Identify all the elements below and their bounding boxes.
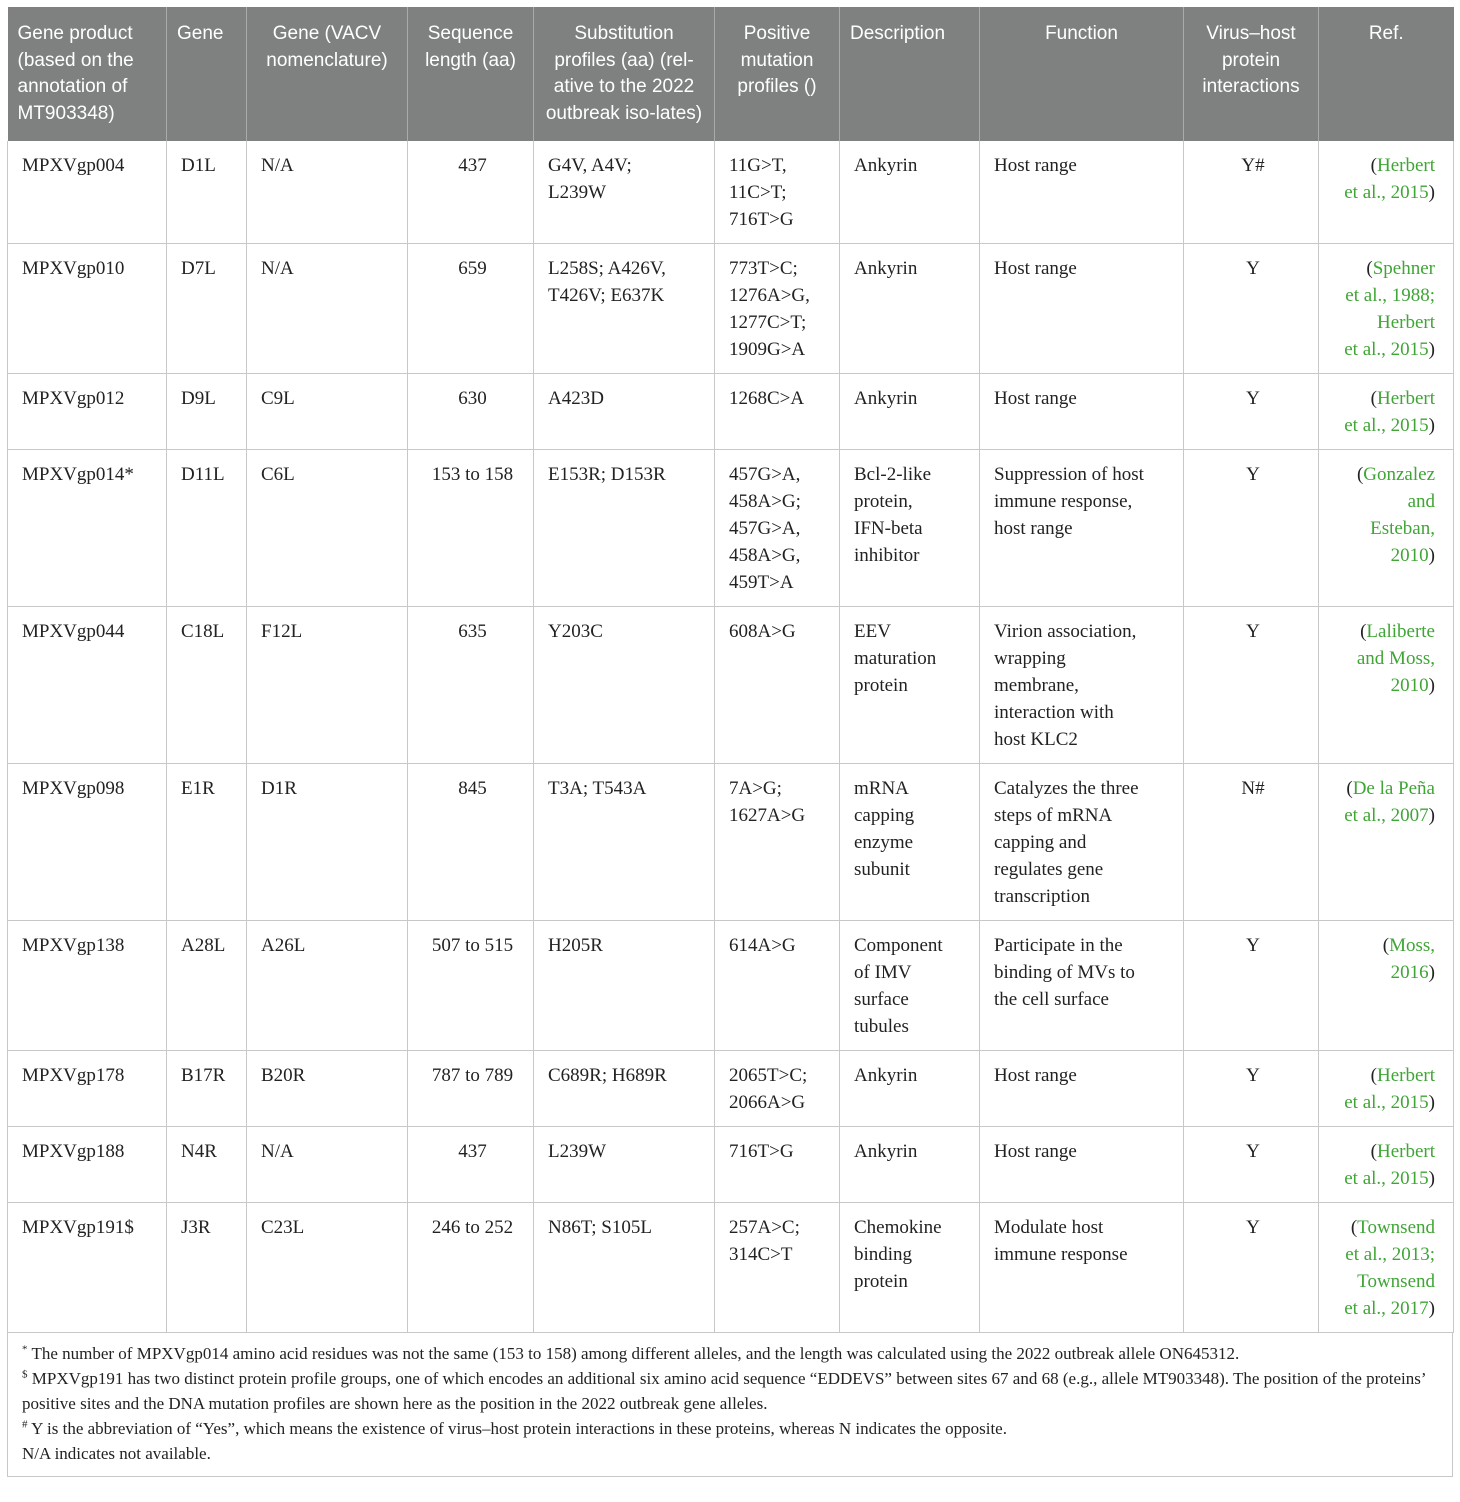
ref-line [1333, 1268, 1435, 1295]
ref-link[interactable]: et al., 2015 [1344, 415, 1429, 436]
ref-line [1333, 645, 1435, 672]
substitution-cell-line: E153R; D153R [548, 464, 666, 485]
substitution-cell-line: T426V; E637K [548, 285, 665, 306]
function-cell-line: Modulate host [994, 1217, 1104, 1238]
header-vacv: Gene (VACV nomenclature) [247, 7, 408, 141]
mutation-cell-line: 1276A>G, [729, 285, 810, 306]
vacv-cell: N/A [247, 141, 408, 244]
substitution-cell [534, 607, 715, 764]
substitution-cell-line: A423D [548, 388, 604, 409]
interaction-cell: Y [1184, 450, 1319, 607]
table-row [8, 921, 1454, 1051]
description-cell-line: capping [854, 805, 915, 826]
description-cell-line: Ankyrin [854, 388, 918, 409]
sequence-length-cell: 246 to 252 [408, 1203, 534, 1333]
footnote-mark: $ [22, 1368, 28, 1381]
mutation-cell-line: 2065T>C; [729, 1065, 808, 1086]
gene-cell: A28L [167, 921, 247, 1051]
ref-line [1333, 152, 1435, 179]
gene-product-cell: MPXVgp098 [8, 764, 167, 921]
function-cell-line: Host range [994, 1141, 1077, 1162]
ref-line [1333, 542, 1435, 569]
vacv-cell: B20R [247, 1051, 408, 1127]
ref-line [1333, 1089, 1435, 1116]
description-cell-line: of IMV [854, 962, 912, 983]
substitution-cell-line: H205R [548, 935, 603, 956]
sequence-length-cell: 153 to 158 [408, 450, 534, 607]
table-header [8, 7, 1454, 141]
function-cell [980, 141, 1184, 244]
ref-link[interactable]: Moss, [1389, 935, 1435, 956]
ref-link[interactable]: 2010 [1390, 545, 1429, 566]
ref-line [1333, 775, 1435, 802]
ref-open-paren: ( [1370, 155, 1377, 176]
description-cell-line: Ankyrin [854, 155, 918, 176]
ref-link[interactable]: 2016 [1390, 962, 1429, 983]
function-cell-line: regulates gene [994, 859, 1104, 880]
sequence-length-cell: 437 [408, 141, 534, 244]
ref-link[interactable]: Herbert [1376, 1065, 1435, 1086]
mutation-cell [715, 1127, 840, 1203]
ref-close-paren: ) [1428, 545, 1435, 566]
gene-product-cell: MPXVgp138 [8, 921, 167, 1051]
table-footnotes [7, 1333, 1453, 1477]
ref-cell [1319, 141, 1454, 244]
substitution-cell [534, 141, 715, 244]
gene-product-cell: MPXVgp014* [8, 450, 167, 607]
interaction-cell: Y [1184, 1127, 1319, 1203]
gene-product-cell: MPXVgp004 [8, 141, 167, 244]
mutation-cell [715, 450, 840, 607]
ref-link[interactable]: Herbert [1376, 1141, 1435, 1162]
header-gene: Gene [167, 7, 247, 141]
function-cell-line: Suppression of host [994, 464, 1144, 485]
ref-line [1333, 959, 1435, 986]
description-cell [840, 450, 980, 607]
table-row [8, 244, 1454, 374]
interaction-cell: N# [1184, 764, 1319, 921]
function-cell-line: host range [994, 518, 1073, 539]
ref-link[interactable]: et al., 1988; [1345, 285, 1435, 306]
ref-close-paren: ) [1428, 415, 1435, 436]
substitution-cell-line: L239W [548, 1141, 607, 1162]
function-cell-line: the cell surface [994, 989, 1109, 1010]
function-cell-line: Participate in the [994, 935, 1123, 956]
gene-product-cell: MPXVgp188 [8, 1127, 167, 1203]
vacv-cell: C23L [247, 1203, 408, 1333]
vacv-cell: A26L [247, 921, 408, 1051]
description-cell-line: EEV [854, 621, 891, 642]
sequence-length-cell: 630 [408, 374, 534, 450]
ref-link[interactable]: Herbert [1376, 388, 1435, 409]
description-cell-line: inhibitor [854, 545, 920, 566]
header-sequence-length: Sequence length (aa) [408, 7, 534, 141]
footnote [22, 1366, 1438, 1416]
substitution-cell [534, 1051, 715, 1127]
vacv-cell: C9L [247, 374, 408, 450]
ref-line [1333, 1138, 1435, 1165]
description-cell [840, 607, 980, 764]
ref-link[interactable]: 2010 [1390, 675, 1429, 696]
interaction-cell: Y [1184, 374, 1319, 450]
mutation-cell-line: 7A>G; [729, 778, 782, 799]
table-row [8, 1127, 1454, 1203]
mutation-cell-line: 1909G>A [729, 339, 806, 360]
table-body [8, 141, 1454, 1333]
function-cell-line: wrapping [994, 648, 1066, 669]
gene-cell: J3R [167, 1203, 247, 1333]
interaction-cell: Y# [1184, 141, 1319, 244]
gene-cell: B17R [167, 1051, 247, 1127]
function-cell-line: immune response, [994, 491, 1133, 512]
function-cell [980, 1051, 1184, 1127]
function-cell-line: interaction with [994, 702, 1114, 723]
description-cell-line: enzyme [854, 832, 914, 853]
ref-line [1333, 618, 1435, 645]
footnote [22, 1416, 1438, 1441]
sequence-length-cell: 787 to 789 [408, 1051, 534, 1127]
ref-cell [1319, 764, 1454, 921]
header-gene-product: Gene product (based on the annotation of MT903348) [8, 7, 167, 141]
ref-open-paren: ( [1366, 258, 1373, 279]
ref-link[interactable]: De la Peña [1352, 778, 1435, 799]
mutation-cell-line: 257A>C; [729, 1217, 800, 1238]
function-cell [980, 921, 1184, 1051]
ref-line [1333, 412, 1435, 439]
sequence-length-cell: 659 [408, 244, 534, 374]
substitution-cell-line: C689R; H689R [548, 1065, 667, 1086]
sequence-length-cell: 845 [408, 764, 534, 921]
description-cell-line: Ankyrin [854, 1065, 918, 1086]
mutation-cell-line: 773T>C; [729, 258, 798, 279]
description-cell-line: mRNA [854, 778, 909, 799]
function-cell-line: Host range [994, 388, 1077, 409]
ref-close-paren: ) [1428, 675, 1435, 696]
mutation-cell-line: 614A>G [729, 935, 796, 956]
ref-link[interactable]: et al., 2017 [1344, 1298, 1429, 1319]
description-cell-line: subunit [854, 859, 910, 880]
table-row [8, 1203, 1454, 1333]
ref-open-paren: ( [1370, 1065, 1377, 1086]
ref-line [1333, 488, 1435, 515]
ref-open-paren: ( [1370, 388, 1377, 409]
description-cell [840, 141, 980, 244]
table-container [7, 7, 1453, 1477]
ref-link[interactable]: and [1407, 491, 1435, 512]
ref-cell [1319, 244, 1454, 374]
ref-link[interactable]: et al., 2013; [1345, 1244, 1435, 1265]
interaction-cell: Y [1184, 607, 1319, 764]
ref-line [1333, 1165, 1435, 1192]
table-row [8, 607, 1454, 764]
header-row [8, 7, 1454, 141]
mutation-cell-line: 716T>G [729, 209, 794, 230]
sequence-length-cell: 507 to 515 [408, 921, 534, 1051]
function-cell [980, 450, 1184, 607]
function-cell [980, 244, 1184, 374]
ref-cell [1319, 607, 1454, 764]
footnote-text: MPXVgp191 has two distinct protein profile groups, one of which encodes an additional six amino acid sequence “EDDEVS” between sites 67 and 68 (e.g., allele MT903348). The position of the proteins’ positive sites and the DNA mutation profiles are shown here as the position in the 2022 outbreak gene alleles. [22, 1369, 1426, 1413]
ref-line [1333, 282, 1435, 309]
substitution-cell [534, 921, 715, 1051]
ref-open-paren: ( [1350, 1217, 1358, 1238]
function-cell-line: steps of mRNA [994, 805, 1113, 826]
substitution-cell [534, 450, 715, 607]
ref-link[interactable]: Esteban, [1370, 518, 1435, 539]
sequence-length-cell: 635 [408, 607, 534, 764]
ref-line [1333, 336, 1435, 363]
ref-line [1333, 1214, 1435, 1241]
substitution-cell-line: L239W [548, 182, 607, 203]
description-cell-line: maturation [854, 648, 937, 669]
footnote-mark: * [22, 1343, 28, 1356]
vacv-cell: N/A [247, 244, 408, 374]
ref-link[interactable]: Gonzalez [1363, 464, 1435, 485]
ref-line [1333, 802, 1435, 829]
mutation-cell-line: 1277C>T; [729, 312, 807, 333]
mutation-cell-line: 458A>G; [729, 491, 801, 512]
table-row [8, 1051, 1454, 1127]
data-table [7, 7, 1454, 1333]
ref-link[interactable]: et al., 2007 [1344, 805, 1429, 826]
ref-line [1333, 1295, 1435, 1322]
vacv-cell: N/A [247, 1127, 408, 1203]
mutation-cell-line: 11G>T, [729, 155, 787, 176]
ref-open-paren: ( [1360, 621, 1367, 642]
table-row [8, 141, 1454, 244]
ref-line [1333, 932, 1435, 959]
substitution-cell-line: L258S; A426V, [548, 258, 666, 279]
vacv-cell: C6L [247, 450, 408, 607]
ref-link[interactable]: and Moss, [1356, 648, 1435, 669]
ref-link[interactable]: Townsend [1357, 1271, 1435, 1292]
gene-product-cell: MPXVgp012 [8, 374, 167, 450]
ref-close-paren: ) [1428, 339, 1435, 360]
description-cell [840, 374, 980, 450]
ref-open-paren: ( [1356, 464, 1364, 485]
substitution-cell [534, 1127, 715, 1203]
header-description: Description [840, 7, 980, 141]
substitution-cell-line: N86T; S105L [548, 1217, 652, 1238]
ref-link[interactable]: Spehner [1372, 258, 1435, 279]
header-mutation: Positive mutation profiles () [715, 7, 840, 141]
ref-close-paren: ) [1428, 1092, 1435, 1113]
function-cell [980, 764, 1184, 921]
substitution-cell [534, 244, 715, 374]
ref-line [1333, 255, 1435, 282]
mutation-cell-line: 314C>T [729, 1244, 793, 1265]
ref-link[interactable]: Laliberte [1366, 621, 1435, 642]
function-cell [980, 374, 1184, 450]
description-cell-line: tubules [854, 1016, 909, 1037]
mutation-cell [715, 1203, 840, 1333]
function-cell-line: binding of MVs to [994, 962, 1135, 983]
interaction-cell: Y [1184, 1203, 1319, 1333]
function-cell [980, 607, 1184, 764]
mutation-cell-line: 1627A>G [729, 805, 806, 826]
ref-link[interactable]: Herbert [1376, 155, 1435, 176]
ref-link[interactable]: et al., 2015 [1344, 1092, 1429, 1113]
gene-cell: D7L [167, 244, 247, 374]
ref-open-paren: ( [1370, 1141, 1377, 1162]
function-cell-line: capping and [994, 832, 1087, 853]
header-function: Function [980, 7, 1184, 141]
description-cell-line: Ankyrin [854, 258, 918, 279]
function-cell [980, 1203, 1184, 1333]
ref-line [1333, 1062, 1435, 1089]
header-substitution: Substitution profiles (aa) (rel-ative to the 2022 outbreak iso-lates) [534, 7, 715, 141]
ref-line [1333, 461, 1435, 488]
description-cell [840, 921, 980, 1051]
header-ref: Ref. [1319, 7, 1454, 141]
function-cell-line: Virion association, [994, 621, 1137, 642]
substitution-cell [534, 374, 715, 450]
vacv-cell: D1R [247, 764, 408, 921]
description-cell-line: Ankyrin [854, 1141, 918, 1162]
ref-close-paren: ) [1428, 182, 1435, 203]
ref-cell [1319, 921, 1454, 1051]
ref-cell [1319, 450, 1454, 607]
gene-cell: N4R [167, 1127, 247, 1203]
description-cell [840, 1051, 980, 1127]
interaction-cell: Y [1184, 244, 1319, 374]
function-cell-line: membrane, [994, 675, 1079, 696]
footnote-text: The number of MPXVgp014 amino acid residues was not the same (153 to 158) among different alleles, and the length was calculated using the 2022 outbreak allele ON645312. [27, 1344, 1240, 1363]
gene-cell: D11L [167, 450, 247, 607]
gene-product-cell: MPXVgp044 [8, 607, 167, 764]
function-cell-line: immune response [994, 1244, 1128, 1265]
footnote [22, 1341, 1438, 1366]
ref-line [1333, 1241, 1435, 1268]
description-cell [840, 244, 980, 374]
ref-line [1333, 309, 1435, 336]
ref-cell [1319, 1127, 1454, 1203]
description-cell [840, 1203, 980, 1333]
description-cell-line: protein, [854, 491, 913, 512]
description-cell [840, 1127, 980, 1203]
ref-cell [1319, 1203, 1454, 1333]
ref-link[interactable]: et al., 2015 [1344, 182, 1429, 203]
ref-line [1333, 515, 1435, 542]
ref-close-paren: ) [1428, 1168, 1435, 1189]
description-cell-line: protein [854, 675, 908, 696]
sequence-length-cell: 437 [408, 1127, 534, 1203]
mutation-cell [715, 921, 840, 1051]
gene-cell: C18L [167, 607, 247, 764]
vacv-cell: F12L [247, 607, 408, 764]
footnote [22, 1441, 1438, 1466]
mutation-cell-line: 2066A>G [729, 1092, 806, 1113]
function-cell-line: Host range [994, 1065, 1077, 1086]
interaction-cell: Y [1184, 1051, 1319, 1127]
mutation-cell [715, 141, 840, 244]
gene-cell: D1L [167, 141, 247, 244]
mutation-cell-line: 457G>A, [729, 518, 801, 539]
description-cell-line: IFN-beta [854, 518, 923, 539]
gene-cell: D9L [167, 374, 247, 450]
ref-line [1333, 179, 1435, 206]
mutation-cell-line: 1268C>A [729, 388, 805, 409]
ref-open-paren: ( [1382, 935, 1390, 956]
ref-close-paren: ) [1428, 1298, 1435, 1319]
description-cell-line: Component [854, 935, 943, 956]
function-cell-line: Host range [994, 155, 1077, 176]
substitution-cell-line: Y203C [548, 621, 603, 642]
ref-link[interactable]: Townsend [1357, 1217, 1435, 1238]
substitution-cell [534, 1203, 715, 1333]
ref-close-paren: ) [1428, 805, 1435, 826]
mutation-cell [715, 607, 840, 764]
footnote-text: N/A indicates not available. [22, 1444, 211, 1463]
mutation-cell-line: 457G>A, [729, 464, 801, 485]
table-row [8, 764, 1454, 921]
gene-product-cell: MPXVgp191$ [8, 1203, 167, 1333]
mutation-cell [715, 764, 840, 921]
ref-open-paren: ( [1346, 778, 1353, 799]
ref-line [1333, 385, 1435, 412]
substitution-cell-line: G4V, A4V; [548, 155, 632, 176]
mutation-cell [715, 374, 840, 450]
mutation-cell-line: 11C>T; [729, 182, 787, 203]
mutation-cell-line: 459T>A [729, 572, 794, 593]
header-interactions: Virus–host protein interactions [1184, 7, 1319, 141]
description-cell-line: binding [854, 1244, 913, 1265]
function-cell-line: host KLC2 [994, 729, 1078, 750]
table-row [8, 374, 1454, 450]
mutation-cell-line: 716T>G [729, 1141, 794, 1162]
function-cell-line: transcription [994, 886, 1091, 907]
ref-close-paren: ) [1428, 962, 1435, 983]
ref-line [1333, 672, 1435, 699]
footnote-mark: # [22, 1418, 28, 1431]
mutation-cell-line: 608A>G [729, 621, 796, 642]
gene-product-cell: MPXVgp010 [8, 244, 167, 374]
interaction-cell: Y [1184, 921, 1319, 1051]
description-cell-line: Chemokine [854, 1217, 942, 1238]
function-cell-line: Catalyzes the three [994, 778, 1139, 799]
function-cell-line: Host range [994, 258, 1077, 279]
footnote-text: Y is the abbreviation of “Yes”, which means the existence of virus–host protein interactions in these proteins, whereas N indicates the opposite. [27, 1419, 1007, 1438]
gene-product-cell: MPXVgp178 [8, 1051, 167, 1127]
mutation-cell [715, 1051, 840, 1127]
ref-cell [1319, 1051, 1454, 1127]
table-row [8, 450, 1454, 607]
ref-link[interactable]: Herbert [1376, 312, 1435, 333]
substitution-cell-line: T3A; T543A [548, 778, 647, 799]
description-cell [840, 764, 980, 921]
substitution-cell [534, 764, 715, 921]
description-cell-line: Bcl-2-like [854, 464, 932, 485]
mutation-cell [715, 244, 840, 374]
description-cell-line: surface [854, 989, 909, 1010]
ref-link[interactable]: et al., 2015 [1344, 1168, 1429, 1189]
ref-link[interactable]: et al., 2015 [1344, 339, 1429, 360]
gene-cell: E1R [167, 764, 247, 921]
mutation-cell-line: 458A>G, [729, 545, 801, 566]
description-cell-line: protein [854, 1271, 908, 1292]
function-cell [980, 1127, 1184, 1203]
ref-cell [1319, 374, 1454, 450]
